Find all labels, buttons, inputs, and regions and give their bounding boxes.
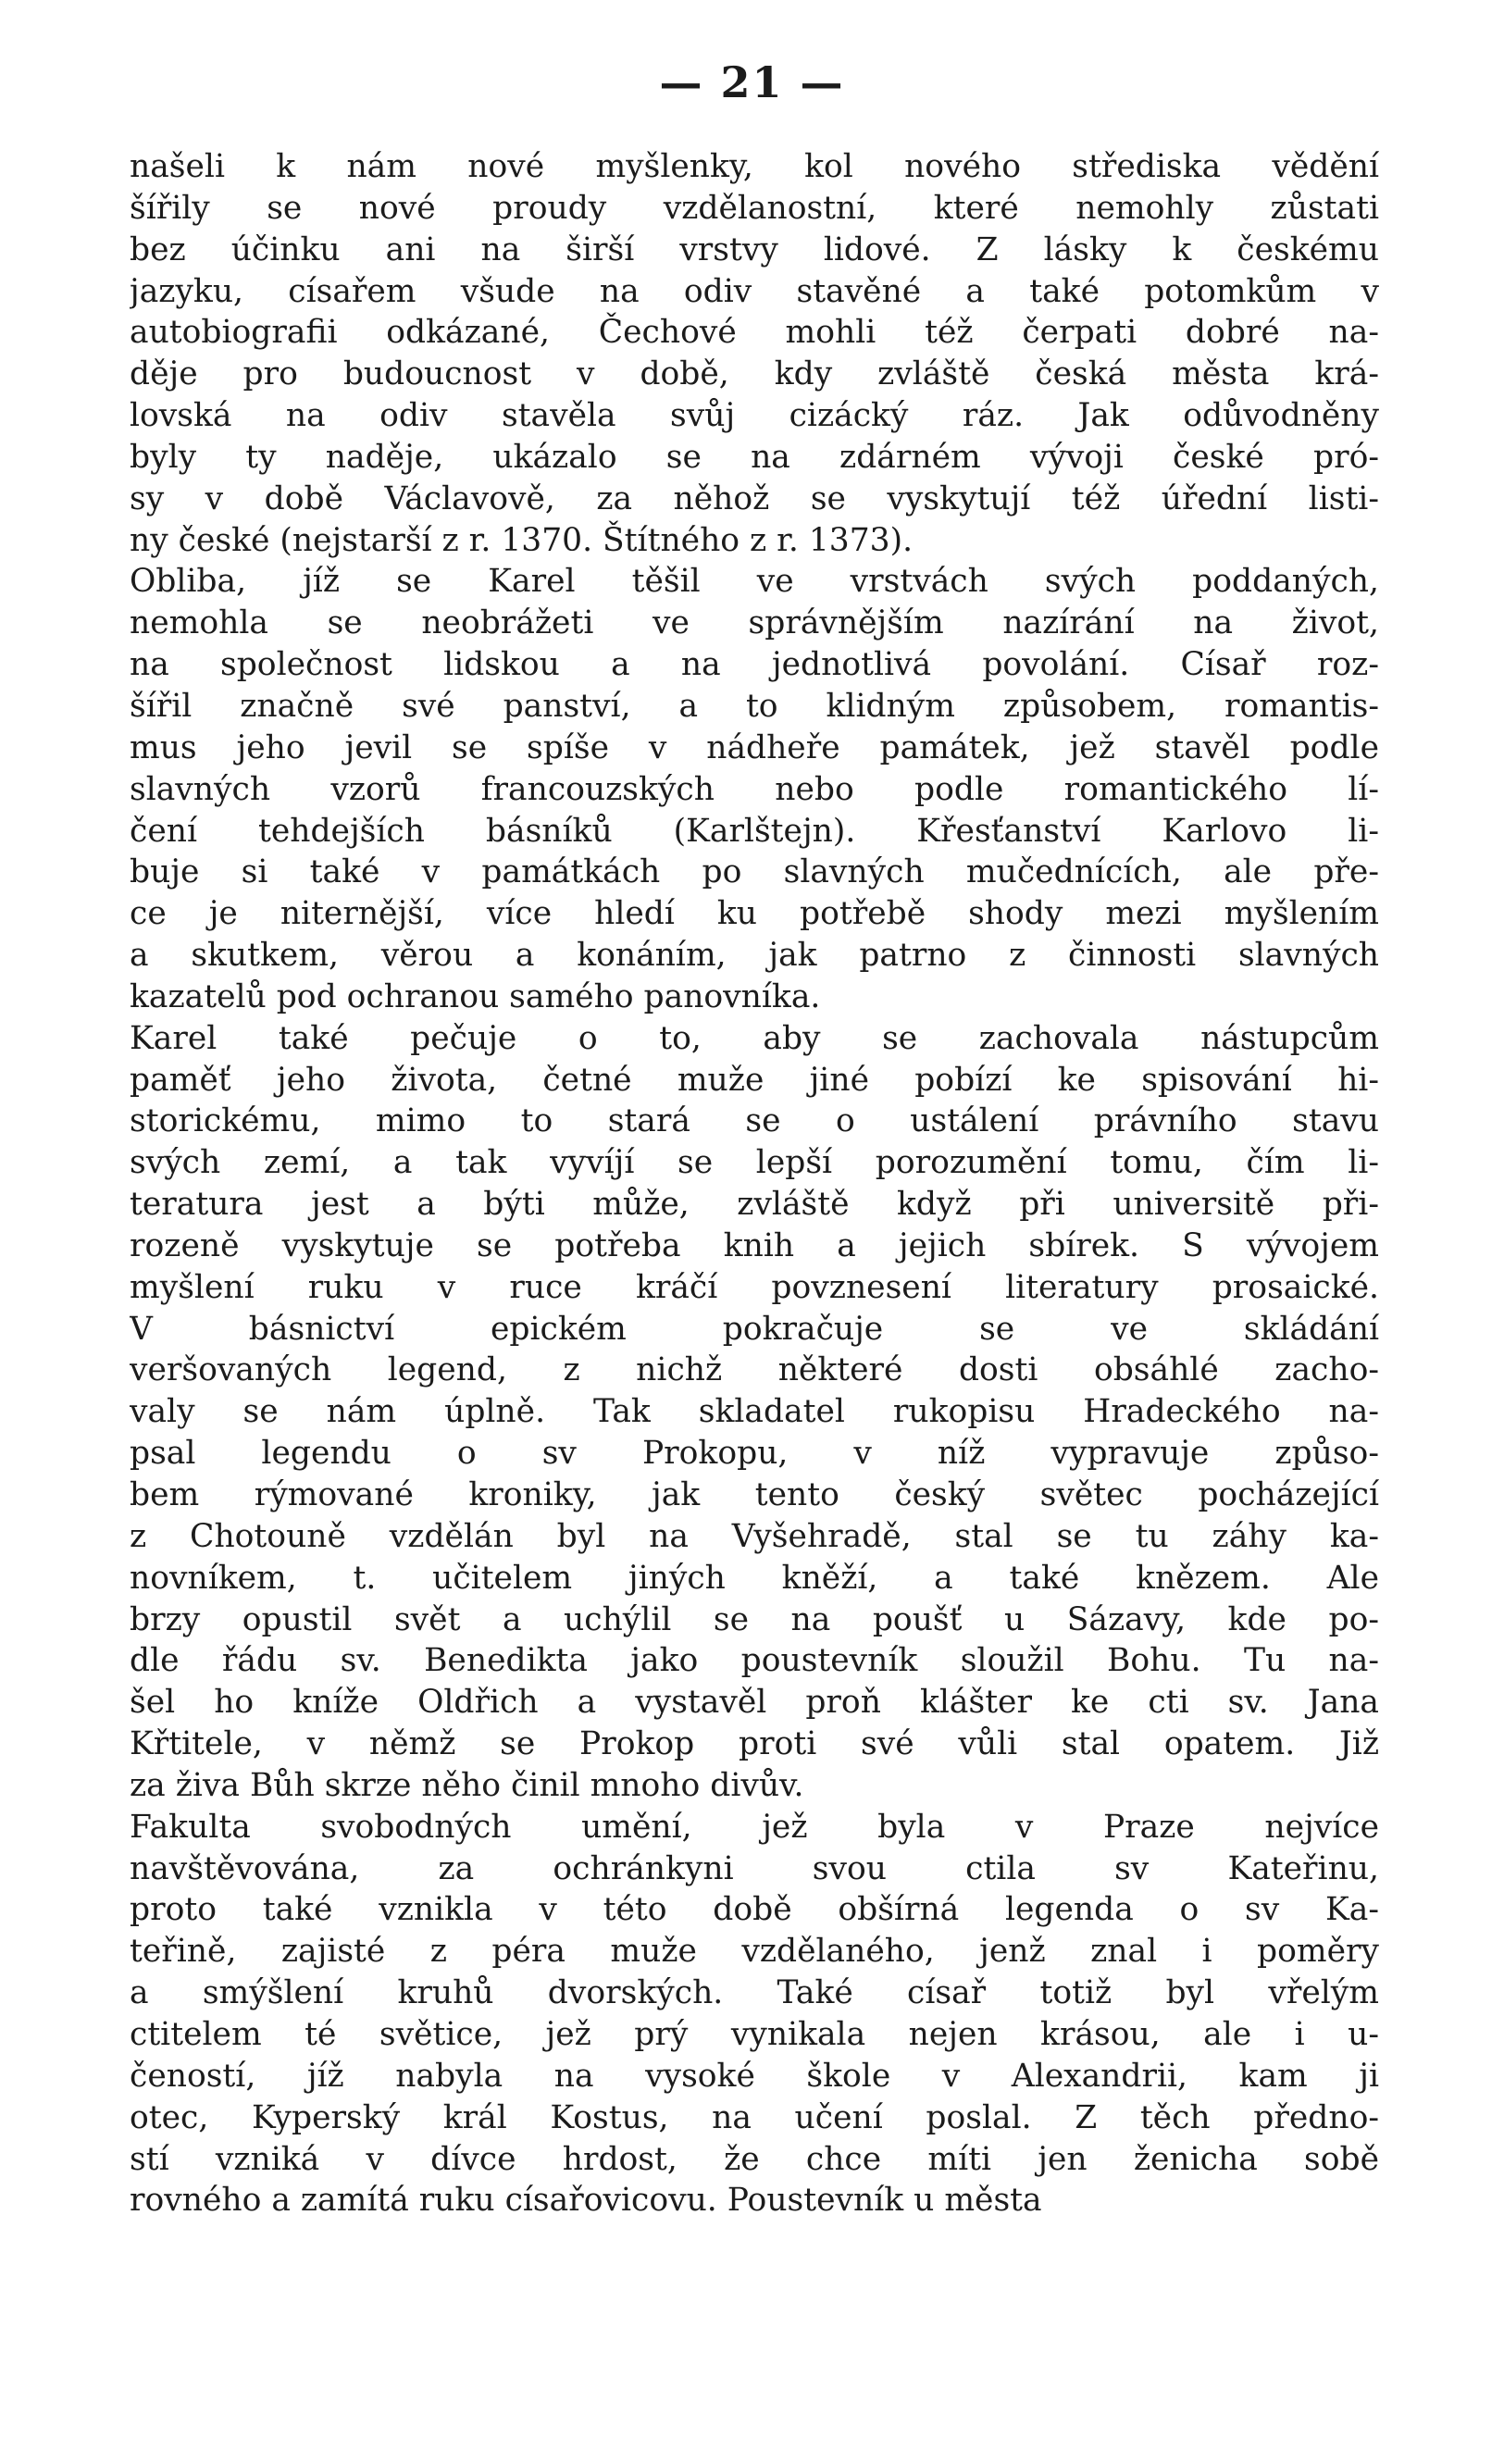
text-line: za živa Bůh skrze něho činil mnoho divův. <box>130 1766 804 1804</box>
text-line: brzy opustil svět a uchýlil se na poušť u Sázavy, kde po- <box>130 1600 1379 1638</box>
text-line: lovská na odiv stavěla svůj cizácký ráz. Jak odůvodněny <box>130 397 1379 435</box>
text-line: veršovaných legend, z nichž některé dosti obsáhlé zacho- <box>130 1351 1379 1389</box>
text-line: ctitelem té světice, jež prý vynikala nejen krásou, ale i u- <box>130 2015 1379 2053</box>
text-line: Obliba, jíž se Karel těšil ve vrstvách svých poddaných, <box>130 563 1379 601</box>
text-line: Karel také pečuje o to, aby se zachovala nástupcům <box>130 1019 1379 1057</box>
text-line: svých zemí, a tak vyvíjí se lepší porozumění tomu, čím li- <box>130 1144 1379 1182</box>
text-line: ce je niternější, více hledí ku potřebě shody mezi myšlením <box>130 895 1379 933</box>
text-line: z Chotouně vzdělán byl na Vyšehradě, stal se tu záhy ka- <box>130 1517 1379 1555</box>
text-line: bez účinku ani na širší vrstvy lidové. Z lásky k českému <box>130 230 1379 268</box>
text-line: čení tehdejších básníků (Karlštejn). Křesťanství Karlovo li- <box>130 812 1379 850</box>
text-line: čeností, jíž nabyla na vysoké škole v Alexandrii, kam ji <box>130 2057 1379 2095</box>
text-line: šířil značně své panství, a to klidným způsobem, romantis- <box>130 687 1379 725</box>
text-line: otec, Kyperský král Kostus, na učení poslal. Z těch předno- <box>130 2098 1379 2136</box>
text-line: děje pro budoucnost v době, kdy zvláště česká města krá- <box>130 355 1379 393</box>
text-line: buje si také v památkách po slavných mučednících, ale pře- <box>130 853 1379 891</box>
text-line: šířily se nové proudy vzdělanostní, které nemohly zůstati <box>130 189 1379 227</box>
text-line: psal legendu o sv Prokopu, v níž vypravuje způso- <box>130 1435 1379 1473</box>
text-line: byly ty naděje, ukázalo se na zdárném vývoji české pró- <box>130 438 1379 476</box>
text-line: a smýšlení kruhů dvorských. Také císař totiž byl vřelým <box>130 1974 1379 2012</box>
text-line: proto také vznikla v této době obšírná legenda o sv Ka- <box>130 1891 1379 1929</box>
text-line: ny české (nejstarší z r. 1370. Štítného z r. 1373). <box>130 521 914 559</box>
text-line: navštěvována, za ochránkyni svou ctila sv Kateřinu, <box>130 1849 1379 1887</box>
text-line: myšlení ruku v ruce kráčí povznesení literatury prosaické. <box>130 1268 1379 1306</box>
text-line: stí vzniká v dívce hrdost, že chce míti jen ženicha sobě <box>130 2140 1379 2178</box>
text-line: V básnictví epickém pokračuje se ve skládání <box>130 1310 1379 1348</box>
text-line: rozeně vyskytuje se potřeba knih a jejich sbírek. S vývojem <box>130 1226 1379 1264</box>
text-line: valy se nám úplně. Tak skladatel rukopisu Hradeckého na- <box>130 1393 1379 1431</box>
text-line: teřině, zajisté z péra muže vzdělaného, jenž znal i poměry <box>130 1933 1379 1971</box>
text-line: slavných vzorů francouzských nebo podle romantického lí- <box>130 770 1379 808</box>
text-line: kazatelů pod ochranou samého panovníka. <box>130 977 821 1015</box>
body-text <box>130 146 1379 2221</box>
text-line: Fakulta svobodných umění, jež byla v Praze nejvíce <box>130 1808 1379 1846</box>
text-line: storickému, mimo to stará se o ustálení právního stavu <box>130 1102 1379 1140</box>
text-line: novníkem, t. učitelem jiných kněží, a také knězem. Ale <box>130 1559 1379 1597</box>
page-number: — 21 — <box>659 57 845 107</box>
text-line: na společnost lidskou a na jednotlivá povolání. Císař roz- <box>130 646 1379 684</box>
text-line: nemohla se neobrážeti ve správnějším nazírání na život, <box>130 604 1379 642</box>
text-line: dle řádu sv. Benedikta jako poustevník sloužil Bohu. Tu na- <box>130 1642 1379 1680</box>
text-line: autobiografii odkázané, Čechové mohli též čerpati dobré na- <box>130 314 1379 352</box>
text-line: paměť jeho života, četné muže jiné pobízí ke spisování hi- <box>130 1061 1379 1099</box>
text-line: našeli k nám nové myšlenky, kol nového střediska vědění <box>130 148 1379 185</box>
text-line: bem rýmované kroniky, jak tento český světec pocházející <box>130 1476 1379 1513</box>
text-line: Křtitele, v němž se Prokop proti své vůli stal opatem. Již <box>130 1725 1379 1763</box>
text-line: šel ho kníže Oldřich a vystavěl proň klášter ke cti sv. Jana <box>130 1684 1379 1722</box>
text-line: sy v době Václavově, za něhož se vyskytují též úřední listi- <box>130 479 1379 517</box>
text-line: teratura jest a býti může, zvláště když při universitě při- <box>130 1186 1379 1224</box>
text-line: a skutkem, věrou a konáním, jak patrno z činnosti slavných <box>130 937 1379 975</box>
text-line: mus jeho jevil se spíše v nádheře památek, jež stavěl podle <box>130 728 1379 766</box>
text-line: rovného a zamítá ruku císařovicovu. Poustevník u města <box>130 2182 1042 2220</box>
text-line: jazyku, císařem všude na odiv stavěné a také potomkům v <box>130 272 1379 310</box>
